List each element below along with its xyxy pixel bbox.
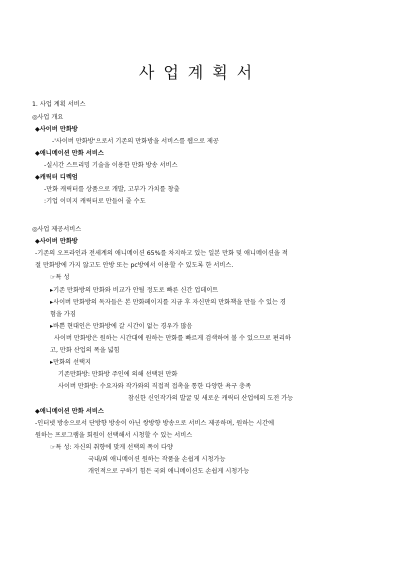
item-heading: ◆애니메이션 만화 서비스 — [35, 150, 104, 157]
item-heading: ◆사이버 만화방 — [35, 126, 78, 133]
subsection-heading: ◎사업 개요 — [32, 114, 64, 121]
feature-text: 사이버 만화방: 수요자와 작가와의 직접적 접촉을 통한 다양한 욕구 충족 — [58, 383, 252, 390]
item-text: -기존의 오프라인과 전세계의 애니메이션 65%를 차지하고 있는 일본 만화 및 애니메이션을 적 — [35, 250, 288, 257]
item-heading: ◆캐릭터 디렉엄 — [35, 174, 78, 181]
item-text: -실시간 스트리밍 기술을 이용한 만화 방송 서비스 — [44, 162, 178, 169]
item-heading: ◆애니메이션 만화 서비스 — [35, 408, 104, 415]
item-text: :기업 이미지 캐릭터로 만들어 줄 수도 — [44, 198, 146, 205]
feature-text: ▸바쁜 현대인은 만화방에 갈 시간이 없는 경우가 많음 — [50, 323, 193, 330]
document-title: 사업계획서 — [138, 63, 262, 82]
feature-text: 사이버 만화방은 원하는 시간대에 원하는 만화를 빠르게 검색하여 볼 수 있으므로 편리하 — [54, 335, 291, 342]
feature-text: ☞특 성: 자신의 취향에 맞게 선택의 폭이 다양 — [50, 444, 174, 451]
item-text: -'사이버 만화방'으로서 기존의 만화방을 서비스를 웹으로 제공 — [52, 138, 219, 145]
feature-text: ▸만화의 선택지 — [50, 359, 91, 366]
item-text: -인터넷 방송으로서 단방향 방송이 아닌 쌍방향 방송으로 서비스 제공하며, 원하는 시간에 — [35, 420, 275, 427]
feature-text: 국내/외 애니메이션 원하는 작품을 손쉽게 시청가능 — [88, 456, 226, 463]
feature-label: ☞특 성 — [50, 274, 70, 281]
feature-text: ▸사이버 만화방의 독자들은 본 만화페이지를 지금 후 자신만의 만화책을 만들 수 있는 경 — [50, 299, 286, 306]
section-heading: 1. 사업 계획 서비스 — [32, 101, 86, 108]
feature-text: 참신한 신인작가의 발굴 및 새로운 캐릭터 산업에의 도전 가능 — [128, 395, 294, 402]
feature-text: 기존만화방: 만화방 주인에 의해 선택된 만화 — [58, 371, 178, 378]
feature-text: 고, 만화 산업의 폭을 넓힘 — [50, 347, 120, 354]
feature-text: ▸기존 만화방의 만화와 비교가 안될 정도로 빠른 신간 업데이트 — [50, 287, 219, 294]
item-text: -만화 캐릭터를 상품으로 개발, 고부가 가치를 창출 — [44, 186, 180, 193]
item-text: 절 만화방에 가지 않고도 안방 또는 pc방에서 이용할 수 있도록 한 서비스. — [35, 262, 234, 269]
feature-text: 험을 가짐 — [50, 311, 76, 318]
item-text: 원하는 프로그램을 회원이 선택해서 시청할 수 있는 서비스 — [35, 432, 193, 439]
feature-text: 개인적으로 구하기 힘든 국외 애니메이션도 손쉽게 시청가능 — [88, 468, 250, 475]
subsection-heading: ◎사업 제공서비스 — [32, 226, 82, 233]
item-heading: ◆사이버 만화방 — [35, 238, 78, 245]
